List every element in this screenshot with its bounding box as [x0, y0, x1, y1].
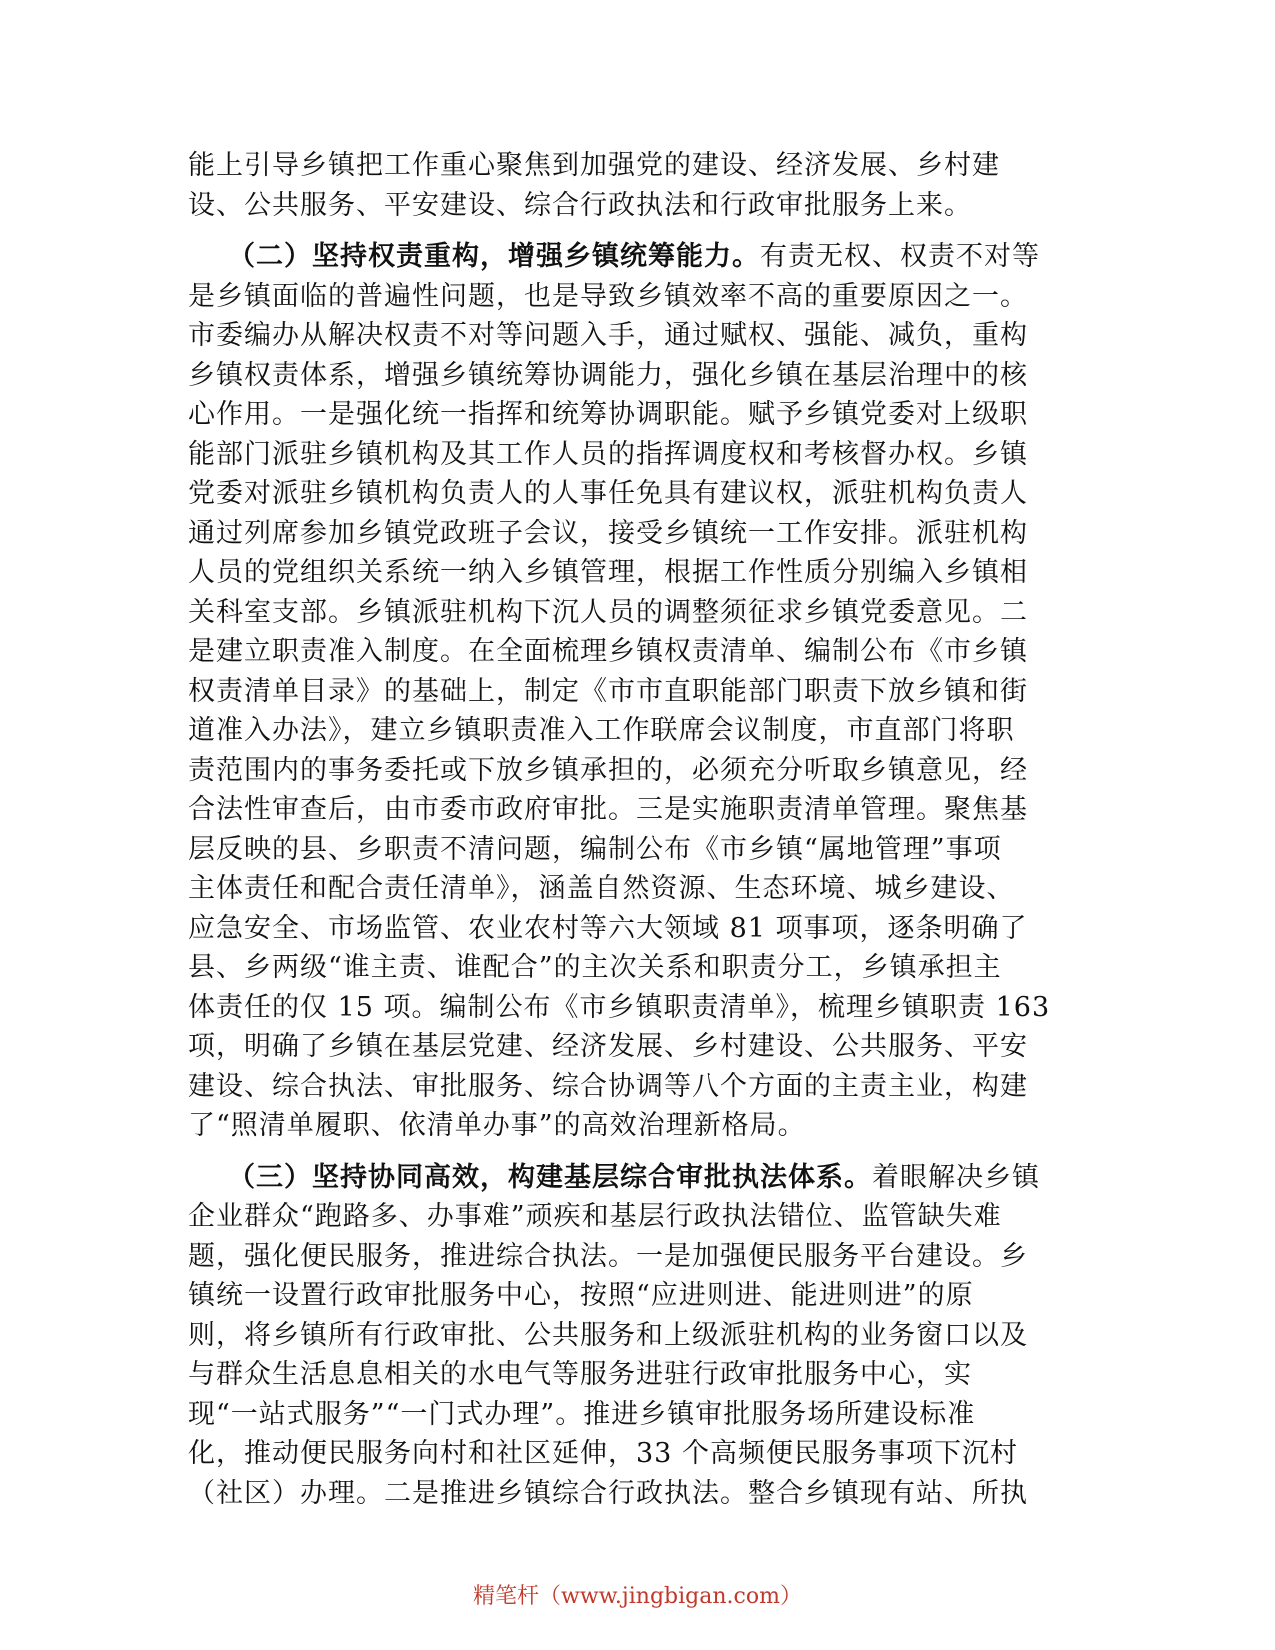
paragraph-line: 与群众生活息息相关的水电气等服务进驻行政审批服务中心，实	[188, 1359, 972, 1390]
paragraph-1	[188, 146, 1068, 225]
heading-continuation: 着眼解决乡镇	[872, 1161, 1040, 1193]
paragraph-line: 通过列席参加乡镇党政班子会议，接受乡镇统一工作安排。派驻机构	[188, 517, 1028, 549]
paragraph-first-line	[188, 1158, 1068, 1198]
paragraph-line: 应急安全、市场监管、农业农村等六大领域 81 项事项，逐条明确了	[188, 912, 1028, 944]
paragraph-line: 人员的党组织关系统一纳入乡镇管理，根据工作性质分别编入乡镇相	[188, 557, 1028, 588]
paragraph-2	[188, 237, 1068, 1146]
document-body	[188, 146, 1068, 1513]
paragraph-line: 层反映的县、乡职责不清问题，编制公布《市乡镇“属地管理”事项	[188, 833, 1002, 865]
paragraph-line: 镇统一设置行政审批服务中心，按照“应进则进、能进则进”的原	[188, 1280, 974, 1311]
paragraph-line: 党委对派驻乡镇机构负责人的人事任免具有建议权，派驻机构负责人	[188, 478, 1028, 509]
section-heading: （三）坚持协同高效，构建基层综合审批执法体系。	[228, 1161, 872, 1193]
paragraph-line: 是乡镇面临的普遍性问题，也是导致乡镇效率不高的重要原因之一。	[188, 280, 1028, 312]
paragraph-line: 权责清单目录》的基础上，制定《市市直职能部门职责下放乡镇和街	[188, 675, 1028, 707]
paragraph-line: 是建立职责准入制度。在全面梳理乡镇权责清单、编制公布《市乡镇	[188, 636, 1028, 667]
paragraph-line: 现“一站式服务”“一门式办理”。推进乡镇审批服务场所建设标准	[188, 1398, 976, 1430]
paragraph-line: 合法性审查后，由市委市政府审批。三是实施职责清单管理。聚焦基	[188, 794, 1028, 825]
paragraph-line: 项，明确了乡镇在基层党建、经济发展、乡村建设、公共服务、平安	[188, 1031, 1028, 1062]
heading-continuation: 有责无权、权责不对等	[760, 241, 1040, 272]
paragraph-line: 建设、综合执法、审批服务、综合协调等八个方面的主责主业，构建	[188, 1070, 1028, 1102]
section-heading: （二）坚持权责重构，增强乡镇统筹能力。	[228, 241, 760, 272]
paragraph-line: 设、公共服务、平安建设、综合行政执法和行政审批服务上来。	[188, 189, 972, 221]
paragraph-line: （社区）办理。二是推进乡镇综合行政执法。整合乡镇现有站、所执	[188, 1477, 1028, 1509]
paragraph-line: 体责任的仅 15 项。编制公布《市乡镇职责清单》，梳理乡镇职责 163	[188, 991, 1051, 1023]
paragraph-line: 关科室支部。乡镇派驻机构下沉人员的调整须征求乡镇党委意见。二	[188, 596, 1028, 628]
paragraph-first-line	[188, 237, 1068, 277]
footer-watermark-link[interactable]: 精笔杆（www.jingbigan.com）	[473, 1584, 802, 1609]
paragraph-line: 题，强化便民服务，推进综合执法。一是加强便民服务平台建设。乡	[188, 1240, 1028, 1272]
paragraph-line: 道准入办法》，建立乡镇职责准入工作联席会议制度，市直部门将职	[188, 715, 1015, 746]
paragraph-line: 责范围内的事务委托或下放乡镇承担的，必须充分听取乡镇意见，经	[188, 754, 1028, 786]
paragraph-line: 能部门派驻乡镇机构及其工作人员的指挥调度权和考核督办权。乡镇	[188, 438, 1028, 470]
paragraph-line: 化，推动便民服务向村和社区延伸，33 个高频便民服务事项下沉村	[188, 1438, 1018, 1469]
paragraph-line: 主体责任和配合责任清单》，涵盖自然资源、生态环境、城乡建设、	[188, 873, 1015, 904]
paragraph-line: 市委编办从解决权责不对等问题入手，通过赋权、强能、减负，重构	[188, 320, 1028, 351]
paragraph-line: 乡镇权责体系，增强乡镇统筹协调能力，强化乡镇在基层治理中的核	[188, 359, 1028, 391]
paragraph-line: 了“照清单履职、依清单办事”的高效治理新格局。	[188, 1110, 806, 1141]
paragraph-3	[188, 1158, 1068, 1514]
paragraph-line: 企业群众“跑路多、办事难”顽疾和基层行政执法错位、监管缺失难	[188, 1201, 1002, 1232]
paragraph-line: 则，将乡镇所有行政审批、公共服务和上级派驻机构的业务窗口以及	[188, 1319, 1028, 1351]
paragraph-line: 心作用。一是强化统一指挥和统筹协调职能。赋予乡镇党委对上级职	[188, 399, 1028, 430]
paragraph-line: 县、乡两级“谁主责、谁配合”的主次关系和职责分工，乡镇承担主	[188, 952, 1002, 983]
paragraph-line: 能上引导乡镇把工作重心聚焦到加强党的建设、经济发展、乡村建	[188, 150, 1000, 181]
